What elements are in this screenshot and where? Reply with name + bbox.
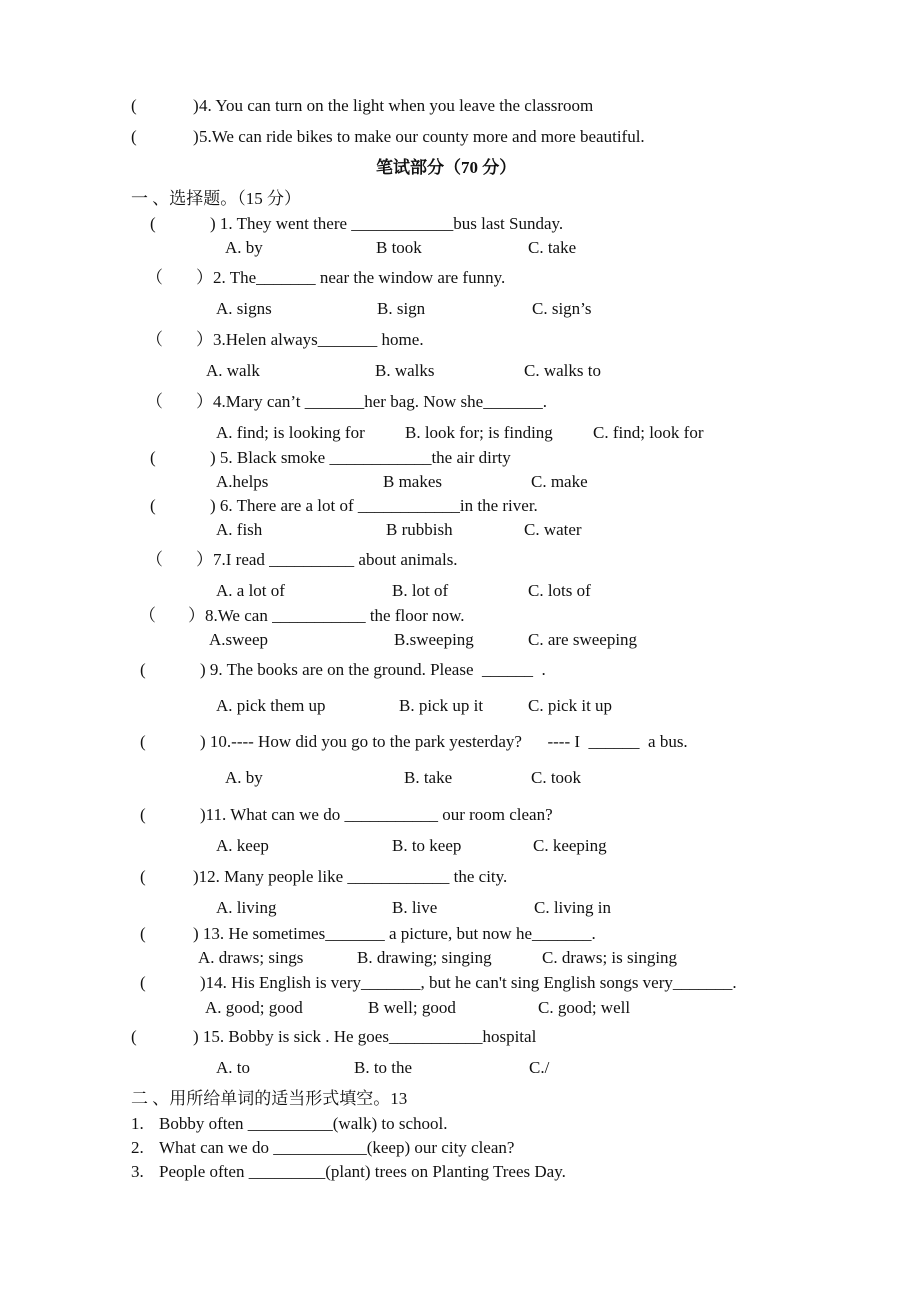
fill-item-number: 1. (131, 1114, 144, 1133)
option-c: C. water (524, 520, 582, 539)
answer-paren: （ (146, 550, 163, 569)
option-c: C./ (529, 1058, 550, 1077)
judgement-item-5: ) (193, 127, 199, 146)
answer-paren: ( (140, 973, 146, 992)
answer-paren-open: ( (131, 127, 137, 146)
fill-item-number: 3. (131, 1162, 144, 1181)
option-b: B. walks (375, 361, 435, 380)
option-b: B. pick up it (399, 696, 484, 715)
answer-paren: ( (140, 732, 146, 751)
option-c: C. walks to (524, 361, 601, 380)
question-stem-10: ) 10.---- How did you go to the park yesterday? ---- I ______ a bus. (200, 732, 688, 751)
question-stem-12: )12. Many people like ____________ the city. (193, 867, 508, 886)
option-c: C. keeping (533, 836, 607, 855)
option-c: C. draws; is singing (542, 948, 678, 967)
option-c: C. living in (534, 898, 611, 917)
answer-paren: （ (139, 606, 156, 625)
option-a: A.helps (216, 472, 269, 491)
written-section-title: 笔试部分（70 分） (376, 158, 517, 177)
option-a: A. draws; sings (198, 948, 304, 967)
option-b: B. take (404, 768, 453, 787)
option-c: C. take (528, 238, 577, 257)
question-stem-5: ) 5. Black smoke ____________the air dirty (210, 448, 511, 467)
option-a: A. by (225, 238, 263, 257)
option-c: C. find; look for (593, 423, 704, 442)
question-stem-11: )11. What can we do ___________ our room clean? (200, 805, 553, 824)
question-stem-15: ) 15. Bobby is sick . He goes___________hospital (193, 1027, 537, 1046)
fill-item-2: What can we do ___________(keep) our city clean? (159, 1138, 515, 1157)
option-a: A. a lot of (216, 581, 285, 600)
option-b: B makes (383, 472, 443, 491)
question-stem-13: ) 13. He sometimes_______ a picture, but now he_______. (193, 924, 596, 943)
option-c: C. lots of (528, 581, 591, 600)
option-b: B. look for; is finding (405, 423, 553, 442)
answer-paren: ( (150, 448, 156, 467)
judgement-item-4: ) (193, 96, 199, 115)
option-c: C. took (531, 768, 582, 787)
question-stem-9: ) 9. The books are on the ground. Please ______ . (200, 660, 546, 679)
option-a: A. pick them up (216, 696, 326, 715)
option-a: A. find; is looking for (216, 423, 365, 442)
answer-paren: ( (150, 496, 156, 515)
judgement-text-5: 5.We can ride bikes to make our county more and more beautiful. (199, 127, 645, 146)
answer-paren: （ (146, 330, 163, 349)
answer-paren: ( (140, 867, 146, 886)
option-a: A. by (225, 768, 263, 787)
option-c: C. good; well (538, 998, 631, 1017)
option-a: A. good; good (205, 998, 303, 1017)
answer-paren: ( (140, 924, 146, 943)
option-a: A. keep (216, 836, 269, 855)
option-b: B. to the (354, 1058, 413, 1077)
option-b: B. lot of (392, 581, 449, 600)
option-b: B. to keep (392, 836, 462, 855)
option-b: B rubbish (386, 520, 453, 539)
option-a: A. walk (206, 361, 260, 380)
question-stem-1: ) 1. They went there ____________bus last Sunday. (210, 214, 564, 233)
option-b: B.sweeping (394, 630, 474, 649)
option-c: C. pick it up (528, 696, 613, 715)
fill-item-3: People often _________(plant) trees on Planting Trees Day. (159, 1162, 566, 1181)
option-b: B. live (392, 898, 438, 917)
option-b: B. drawing; singing (357, 948, 492, 967)
answer-paren: ( (131, 1027, 137, 1046)
answer-paren-open: ( (131, 96, 137, 115)
fill-item-1: Bobby often __________(walk) to school. (159, 1114, 448, 1133)
question-stem-2: ）2. The_______ near the window are funny. (196, 268, 506, 287)
section1-heading: 一 、选择题。（15 分） (131, 189, 301, 208)
option-a: A.sweep (209, 630, 269, 649)
answer-paren: （ (146, 268, 163, 287)
answer-paren: ( (140, 805, 146, 824)
answer-paren: ( (150, 214, 156, 233)
answer-paren: （ (146, 392, 163, 411)
question-stem-7: ）7.I read __________ about animals. (196, 550, 458, 569)
option-c: C. are sweeping (528, 630, 638, 649)
option-a: A. living (216, 898, 277, 917)
option-b: B. sign (377, 299, 426, 318)
question-stem-3: ）3.Helen always_______ home. (196, 330, 424, 349)
option-a: A. to (216, 1058, 250, 1077)
question-stem-6: ) 6. There are a lot of ____________in the river. (210, 496, 538, 515)
question-stem-8: ）8.We can ___________ the floor now. (188, 606, 465, 625)
section2-heading: 二 、用所给单词的适当形式填空。13 (131, 1089, 408, 1108)
option-c: C. sign’s (532, 299, 592, 318)
judgement-text-4: 4. You can turn on the light when you leave the classroom (199, 96, 594, 115)
option-a: A. signs (216, 299, 272, 318)
option-a: A. fish (216, 520, 263, 539)
option-b: B well; good (368, 998, 456, 1017)
question-stem-4: ）4.Mary can’t _______her bag. Now she_______. (196, 392, 547, 411)
option-c: C. make (531, 472, 588, 491)
fill-item-number: 2. (131, 1138, 144, 1157)
answer-paren: ( (140, 660, 146, 679)
question-stem-14: )14. His English is very_______, but he can't sing English songs very_______. (200, 973, 737, 992)
option-b: B took (376, 238, 422, 257)
